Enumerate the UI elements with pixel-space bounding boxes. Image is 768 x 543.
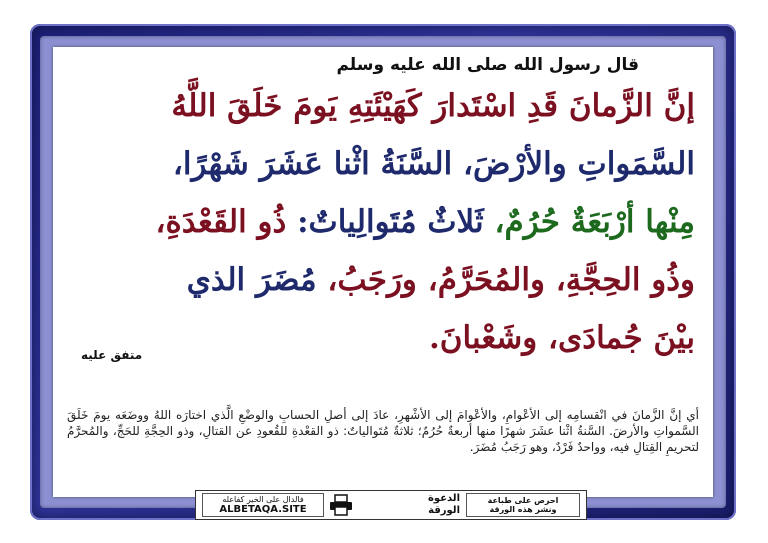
hadith-line-5: بيْنَ جُمادَى، وشَعْبانَ.	[428, 320, 695, 356]
card-header: قال رسول الله صلى الله عليه وسلم	[336, 55, 639, 75]
decorative-frame	[30, 24, 736, 520]
logo-text: الدعوة الورقة	[428, 493, 460, 516]
hadith-source: متفق عليه	[81, 348, 143, 362]
hadith-line-4-part-2: مُضَرَ الذي	[186, 262, 317, 298]
slogan-box	[466, 493, 580, 517]
hadith-line-3-part-3: ذُو القَعْدَةِ،	[155, 204, 287, 240]
hadith-card	[53, 47, 713, 516]
hadith-line-2: السَّمَواتِ والأرْضَ، السَّنَةُ اثْنا عَشَرَ شَهْرًا،	[172, 146, 695, 182]
dawa-logo	[398, 491, 460, 519]
hadith-line-3-part-1: مِنْها أرْبَعَةٌ حُرُمٌ،	[483, 204, 695, 240]
hadith-line-1: إنَّ الزَّمانَ قَدِ اسْتَدارَ كَهَيْئَتِهِ يَومَ خَلَقَ اللَّهُ	[171, 88, 695, 124]
slogan-line-2: ونشر هذه الورقة	[489, 505, 557, 514]
printer-icon	[324, 491, 358, 519]
brand-tagline: فالدال على الخير كفاعله	[222, 495, 304, 504]
frame-mat	[40, 36, 726, 516]
hadith-line-4-part-1: وذُو الحِجَّةِ، والمُحَرَّمُ، ورَجَبُ،	[316, 262, 695, 298]
site-name: ALBETAQA.SITE	[219, 504, 307, 515]
hadith-explanation: أي إنَّ الزَّمانَ في انْقسامِه إلى الأعْوامِ، والأعْوامَ إلى الأشْهرِ، عادَ إلى أصلِ الحسابِ والوضْعِ الَّذي اختارَه اللهُ ووضَعَه يومَ خَلَقَ السَّمواتِ والأرضَ. السَّنةُ اثْنا عشَرَ شهرًا منها أربعةٌ حُرُمٌ؛ ثلاثةٌ مُتَوالياتٌ: ذو القعْدةِ للقُعودِ عن القتالِ، وذو الحِجَّةِ للحَجِّ، والمُحرَّمُ لتحريمِ القِتالِ فيه، وواحدٌ فَرْدٌ، وهو رَجَبُ مُضَرَ.	[67, 408, 699, 454]
hadith-line-3-part-2: ثَلاثٌ مُتَوالِياتٌ:	[286, 204, 484, 240]
hadith-line-4	[71, 257, 695, 303]
brand-box	[202, 493, 324, 517]
hadith-line-3	[71, 199, 695, 245]
slogan-line-1: احرص على طباعة	[487, 496, 559, 505]
footer-bar	[195, 490, 587, 520]
